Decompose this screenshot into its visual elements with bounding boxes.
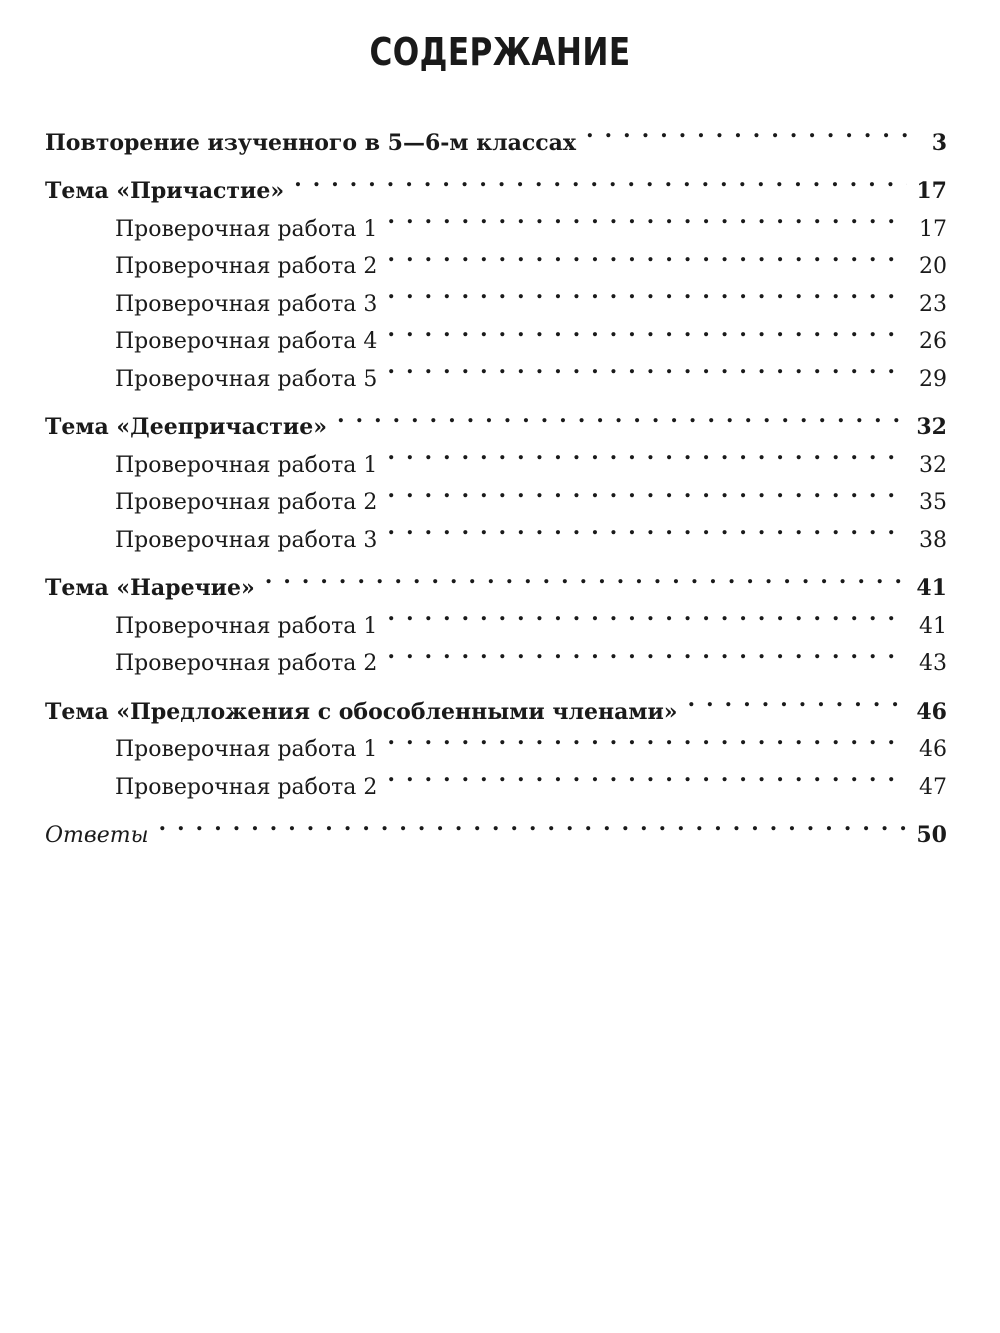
toc-leader-dots [586,112,907,150]
toc-entry-label: Проверочная работа 2 [115,490,378,515]
toc-page-number: 50 [916,822,947,848]
toc-page-number: 38 [919,527,947,553]
toc-section-isolated-members[interactable] [45,681,947,725]
toc-entry-label: Проверочная работа 2 [115,651,378,676]
toc-page-number: 32 [916,414,947,440]
toc-leader-dots [387,348,907,386]
toc-leader-dots [387,198,907,236]
toc-leader-dots [387,633,907,671]
toc-section-participle[interactable] [45,161,947,204]
toc-page-number: 17 [919,216,947,242]
toc-entry-label: Тема «Причастие» [45,178,285,204]
toc-section-review[interactable] [45,112,947,156]
toc-page-number: 23 [919,291,947,317]
toc-leader-dots [387,595,907,633]
toc-entry-label: Проверочная работа 3 [115,527,378,553]
page-title: СОДЕРЖАНИЕ [369,30,631,74]
toc-leader-dots [688,681,907,719]
toc-entry-label: Проверочная работа 1 [115,613,378,639]
toc-entry-label: Проверочная работа 3 [115,291,378,317]
toc-leader-dots [265,558,907,596]
toc-page-number: 41 [916,575,947,601]
toc-page-number: 43 [919,651,947,676]
toc-leader-dots [387,311,907,349]
toc-entry-label: Проверочная работа 4 [115,329,378,354]
toc-leader-dots [387,273,907,311]
toc-entry-label: Тема «Предложения с обособленными членами» [45,698,678,725]
toc-section-adverb[interactable] [45,558,947,601]
toc-entry-label: Проверочная работа 1 [115,737,378,762]
toc-page-number: 46 [916,698,947,725]
toc-leader-dots [387,719,907,757]
toc-leader-dots [387,434,907,472]
toc-entry-label: Проверочная работа 5 [115,366,378,392]
toc-section-answers[interactable] [45,805,947,848]
toc-page-number: 32 [919,452,947,478]
toc-page-number: 35 [919,490,947,515]
toc-page-number: 26 [919,329,947,354]
toc-entry-label: Проверочная работа 2 [115,254,378,279]
toc-entry-label: Проверочная работа 1 [115,216,378,242]
toc-leader-dots [387,472,907,510]
toc-leader-dots [294,161,907,199]
toc-section-adverbial-participle[interactable] [45,397,947,440]
toc-leader-dots [387,236,907,274]
toc-page-number: 29 [919,366,947,392]
toc-entry-label: Проверочная работа 2 [115,774,378,800]
table-of-contents [45,112,947,848]
toc-page-number: 17 [916,178,947,204]
toc-entry-label: Тема «Наречие» [45,575,255,601]
toc-page-number: 41 [919,613,947,639]
toc-entry-label: Повторение изученного в 5—6-м классах [45,129,577,156]
toc-leader-dots [387,509,907,547]
toc-leader-dots [159,805,907,843]
toc-entry-label: Тема «Деепричастие» [45,414,327,440]
toc-entry-label: Проверочная работа 1 [115,452,378,478]
toc-page-number: 3 [931,129,947,156]
toc-leader-dots [387,756,907,794]
toc-leader-dots [337,397,907,435]
toc-page-number: 20 [919,254,947,279]
toc-page-number: 47 [919,774,947,800]
toc-page-number: 46 [919,737,947,762]
toc-entry-label: Ответы [45,823,149,848]
